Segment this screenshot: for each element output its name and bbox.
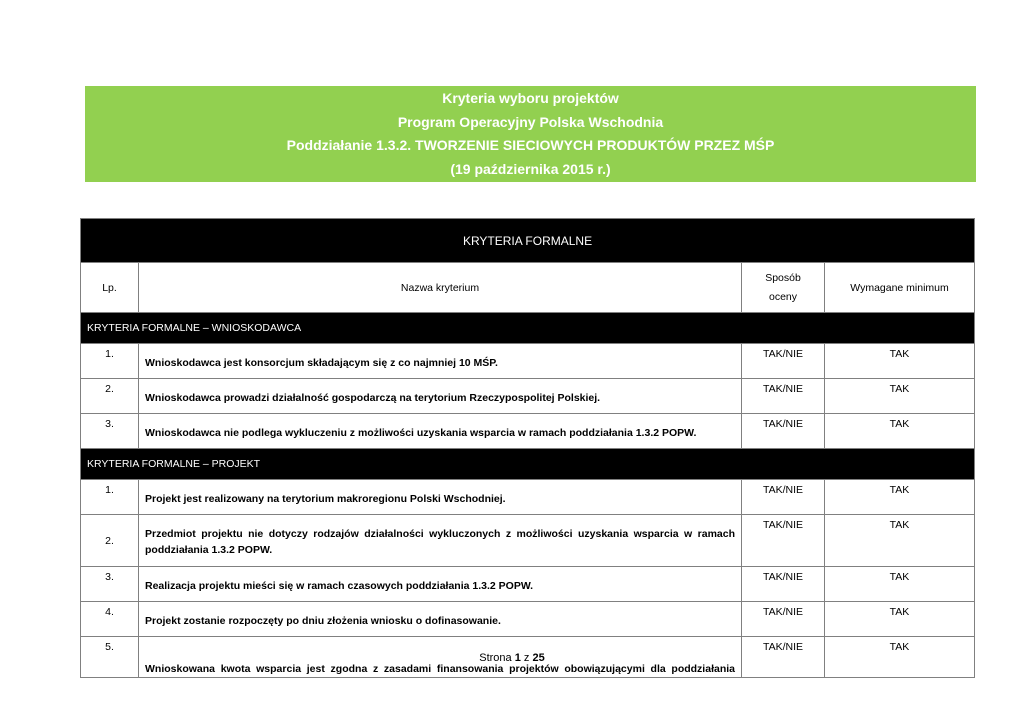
evaluation-method: TAK/NIE <box>742 515 825 567</box>
criterion-name: Wnioskodawca nie podlega wykluczeniu z możliwości uzyskania wsparcia w ramach poddziałania 1.3.2 POPW. <box>139 414 742 449</box>
table-title-row <box>81 219 975 263</box>
criterion-name: Wnioskodawca prowadzi działalność gospodarczą na terytorium Rzeczypospolitej Polskiej. <box>139 379 742 414</box>
table-row <box>81 480 975 515</box>
total-pages: 25 <box>532 652 545 664</box>
table-title: KRYTERIA FORMALNE <box>81 219 975 263</box>
required-minimum: TAK <box>825 515 975 567</box>
section-title-project: KRYTERIA FORMALNE – PROJEKT <box>81 449 975 480</box>
evaluation-method: TAK/NIE <box>742 602 825 637</box>
required-minimum: TAK <box>825 414 975 449</box>
evaluation-method: TAK/NIE <box>742 344 825 379</box>
required-minimum: TAK <box>825 637 975 678</box>
section-title-applicant: KRYTERIA FORMALNE – WNIOSKODAWCA <box>81 313 975 344</box>
row-number: 3. <box>81 414 139 449</box>
table-row <box>81 567 975 602</box>
header-program: Program Operacyjny Polska Wschodnia <box>397 113 664 130</box>
header-date: (19 października 2015 r.) <box>450 160 611 177</box>
document-header-banner <box>85 86 976 182</box>
page-label: Strona <box>479 652 512 664</box>
criterion-name: Projekt zostanie rozpoczęty po dniu złożenia wniosku o dofinasowanie. <box>139 602 742 637</box>
row-number: 4. <box>81 602 139 637</box>
evaluation-method: TAK/NIE <box>742 637 825 678</box>
criterion-name: Wnioskodawca jest konsorcjum składającym się z co najmniej 10 MŚP. <box>139 344 742 379</box>
criterion-name: Realizacja projektu mieści się w ramach czasowych poddziałania 1.3.2 POPW. <box>139 567 742 602</box>
row-number: 1. <box>81 480 139 515</box>
criteria-table <box>80 218 975 678</box>
column-header-row <box>81 263 975 313</box>
row-number: 3. <box>81 567 139 602</box>
table-row <box>81 379 975 414</box>
table-row <box>81 602 975 637</box>
criterion-name: Wnioskowana kwota wsparcia jest zgodna z zasadami finansowania projektów obowiązującymi dla poddziałania <box>139 637 742 678</box>
table-row <box>81 344 975 379</box>
criterion-name: Przedmiot projektu nie dotyczy rodzajów działalności wykluczonych z możliwości uzyskania wsparcia w ramach poddziałania 1.3.2 POPW. <box>139 515 742 567</box>
row-number: 5. <box>81 637 139 678</box>
required-minimum: TAK <box>825 379 975 414</box>
column-header-method-line2: oceny <box>768 290 798 303</box>
header-title: Kryteria wyboru projektów <box>442 90 619 106</box>
section-header-row <box>81 449 975 480</box>
evaluation-method: TAK/NIE <box>742 379 825 414</box>
column-header-method <box>742 263 825 313</box>
section-header-row <box>81 313 975 344</box>
evaluation-method: TAK/NIE <box>742 414 825 449</box>
row-number: 1. <box>81 344 139 379</box>
table-row <box>81 515 975 567</box>
page-separator: z <box>523 652 530 664</box>
required-minimum: TAK <box>825 567 975 602</box>
column-header-name: Nazwa kryterium <box>139 263 742 313</box>
evaluation-method: TAK/NIE <box>742 480 825 515</box>
current-page-number: 1 <box>514 652 521 664</box>
required-minimum: TAK <box>825 344 975 379</box>
required-minimum: TAK <box>825 480 975 515</box>
row-number: 2. <box>81 379 139 414</box>
column-header-lp: Lp. <box>81 263 139 313</box>
page-footer <box>0 652 1024 664</box>
column-header-minimum: Wymagane minimum <box>825 263 975 313</box>
column-header-method-line1: Sposób <box>765 271 801 284</box>
evaluation-method: TAK/NIE <box>742 567 825 602</box>
header-subaction: Poddziałanie 1.3.2. TWORZENIE SIECIOWYCH PRODUKTÓW PRZEZ MŚP <box>286 137 775 153</box>
row-number: 2. <box>81 515 139 567</box>
required-minimum: TAK <box>825 602 975 637</box>
criterion-name: Projekt jest realizowany na terytorium makroregionu Polski Wschodniej. <box>139 480 742 515</box>
table-row <box>81 414 975 449</box>
